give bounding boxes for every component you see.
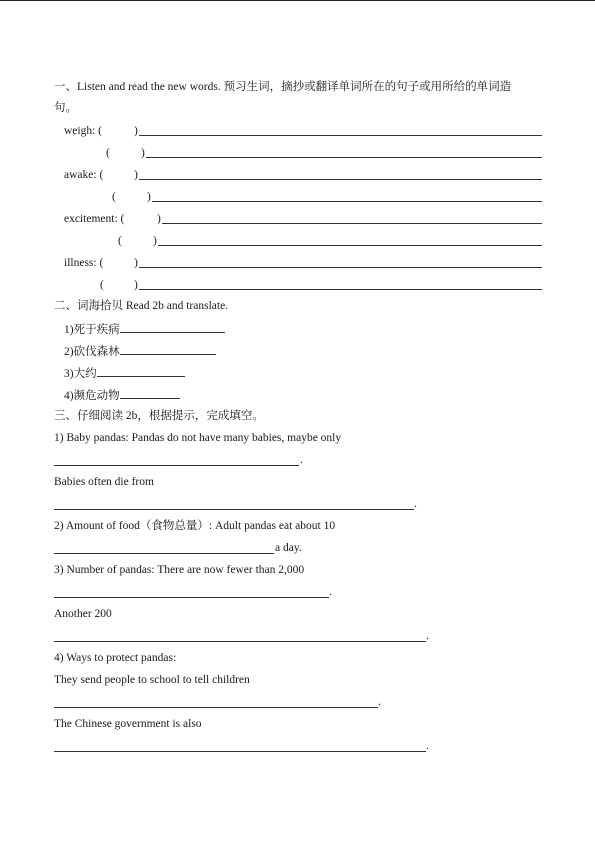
excitement-sub-answer-line[interactable] xyxy=(158,245,542,246)
weigh-sub-answer-line[interactable] xyxy=(146,157,542,158)
word-excitement-close: ) xyxy=(157,213,161,225)
q1-period: . xyxy=(300,454,303,466)
section2-item-2 xyxy=(64,343,216,359)
word-awake-label: awake: ( xyxy=(64,169,104,181)
section2-title: 二、词海拾贝 Read 2b and translate. xyxy=(54,300,229,312)
word-illness-label: illness: ( xyxy=(64,257,104,269)
q1b-period: . xyxy=(414,498,417,510)
q1-prompt: 1) Baby pandas: Pandas do not have many babies, maybe only xyxy=(54,432,342,444)
awake-sub-close: ) xyxy=(147,191,151,203)
top-border-line xyxy=(0,0,595,1)
section2-item-3-label: 3)大约 xyxy=(64,368,97,380)
illness-sub-open: ( xyxy=(100,279,104,291)
q4b-prompt: The Chinese government is also xyxy=(54,718,202,730)
weigh-sub-open: ( xyxy=(106,147,110,159)
q4a-prompt: They send people to school to tell children xyxy=(54,674,250,686)
q4a-period: . xyxy=(378,696,381,708)
q4a-answer-line[interactable] xyxy=(54,707,378,708)
q2-prompt: 2) Amount of food（食物总量）: Adult pandas eat about 10 xyxy=(54,520,336,532)
q3b-answer-line[interactable] xyxy=(54,641,426,642)
section1-title-cont: 句。 xyxy=(54,102,77,114)
q3-prompt: 3) Number of pandas: There are now fewer than 2,000 xyxy=(54,564,305,576)
q4b-answer-line[interactable] xyxy=(54,751,426,752)
awake-sub-answer-line[interactable] xyxy=(152,201,542,202)
word-illness-answer-line[interactable] xyxy=(139,267,542,268)
q2-suffix: a day. xyxy=(275,542,302,554)
section2-item-1-label: 1)死于疾病 xyxy=(64,324,120,336)
illness-sub-close: ) xyxy=(134,279,138,291)
word-illness-close: ) xyxy=(134,257,138,269)
q4-prompt: 4) Ways to protect pandas: xyxy=(54,652,177,664)
q2-answer-line[interactable] xyxy=(54,553,274,554)
q3b-period: . xyxy=(426,630,429,642)
section2-item-4 xyxy=(64,387,180,403)
q3-answer-line[interactable] xyxy=(54,597,329,598)
q1b-answer-line[interactable] xyxy=(54,509,414,510)
word-awake-close: ) xyxy=(134,169,138,181)
section2-item-3-blank[interactable] xyxy=(97,365,185,377)
word-weigh-label: weigh: ( xyxy=(64,125,103,137)
word-weigh-answer-line[interactable] xyxy=(139,135,542,136)
section2-item-1-blank[interactable] xyxy=(120,321,225,333)
excitement-sub-open: ( xyxy=(118,235,122,247)
q1b-prompt: Babies often die from xyxy=(54,476,154,488)
section3-title: 三、仔细阅读 2b，根据提示，完成填空。 xyxy=(54,410,264,422)
illness-sub-answer-line[interactable] xyxy=(139,289,542,290)
excitement-sub-close: ) xyxy=(153,235,157,247)
section2-item-3 xyxy=(64,365,185,381)
q3b-prompt: Another 200 xyxy=(54,608,112,620)
word-excitement-answer-line[interactable] xyxy=(162,223,542,224)
section2-item-4-blank[interactable] xyxy=(120,387,180,399)
word-awake-answer-line[interactable] xyxy=(139,179,542,180)
awake-sub-open: ( xyxy=(112,191,116,203)
q4b-period: . xyxy=(426,740,429,752)
section1-title: 一、Listen and read the new words. 预习生词，摘抄或翻译单词所在的句子或用所给的单词造 xyxy=(54,81,512,93)
word-weigh-close: ) xyxy=(134,125,138,137)
q1-answer-line[interactable] xyxy=(54,465,299,466)
section2-item-2-blank[interactable] xyxy=(120,343,216,355)
section2-item-2-label: 2)砍伐森林 xyxy=(64,346,120,358)
section2-item-4-label: 4)濒危动物 xyxy=(64,390,120,402)
word-excitement-label: excitement: ( xyxy=(64,213,125,225)
weigh-sub-close: ) xyxy=(141,147,145,159)
section2-item-1 xyxy=(64,321,225,337)
q3-period: . xyxy=(329,586,332,598)
